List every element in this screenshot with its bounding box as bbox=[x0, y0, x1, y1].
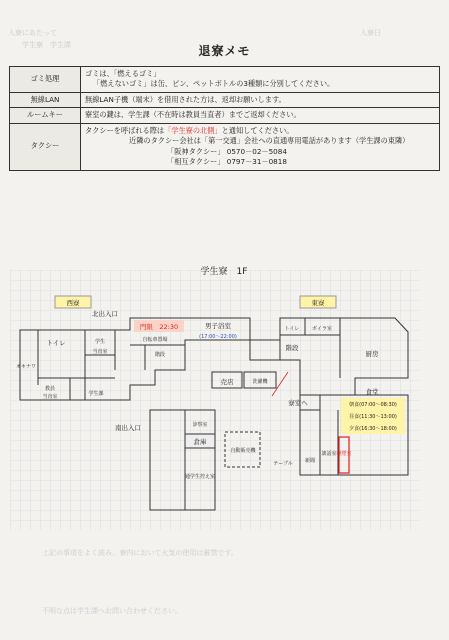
mens-bath: 男子浴室 bbox=[205, 322, 231, 330]
garbage-line-2: 「燃えないゴミ」は缶、ビン、ペットボトルの3種類に分別してください。 bbox=[93, 79, 335, 89]
smoking-room: 喫煙室 bbox=[336, 451, 352, 457]
bath-hours: (17:00〜22:00) bbox=[199, 334, 237, 340]
bleed-text: 不明な点は学生課へお問い合わせください。 bbox=[42, 607, 182, 615]
vending-machine: 自動販売機 bbox=[230, 448, 256, 454]
table: テーブル bbox=[273, 461, 293, 467]
boiler-room: ボイラ室 bbox=[311, 326, 333, 332]
bleed-text: 入寮にあたって bbox=[8, 29, 57, 37]
taxi-phone-sogo: 「相互タクシー」 0797－31－0818 bbox=[167, 157, 287, 167]
gate-time: 門限 22:30 bbox=[139, 323, 179, 331]
dinner-time: 夕食(16:30〜18:00) bbox=[349, 426, 397, 432]
teacher-duty-2: 当直室 bbox=[42, 394, 58, 400]
toilet-west: トイレ bbox=[46, 339, 66, 347]
stairs-west: 階段 bbox=[154, 352, 166, 358]
student-duty-1: 学生 bbox=[94, 339, 106, 345]
teacher-duty-1: 教員 bbox=[44, 386, 56, 392]
stairs-east: 階段 bbox=[285, 344, 299, 352]
student-duty-2: 当直室 bbox=[92, 349, 108, 355]
row-category: ゴミ処理 bbox=[10, 67, 81, 93]
lunch-time: 昼食(11:30〜13:00) bbox=[349, 414, 397, 420]
bleed-text: 入寮日 bbox=[360, 29, 381, 37]
breakfast-time: 朝食(07:00〜08:30) bbox=[349, 402, 397, 408]
vertical-small: オキナワ bbox=[15, 364, 37, 370]
toilet-east: トイレ bbox=[284, 326, 300, 332]
laundry: 洗濯機 bbox=[252, 379, 268, 385]
taxi-text: と通知してください。 bbox=[221, 125, 294, 135]
taxi-text: タクシーを呼ばれる際は bbox=[85, 125, 165, 135]
bleed-text: 上記の事項をよく読み、寮内において火気の使用は厳禁です。 bbox=[42, 549, 238, 557]
store: 売店 bbox=[220, 378, 234, 386]
lounge: 談話室 bbox=[321, 451, 337, 457]
garbage-line-1: ゴミは、「燃えるゴミ」 bbox=[85, 69, 161, 78]
student-affairs-office: 学生課 bbox=[88, 391, 104, 397]
taxi-line-2: 近隣のタクシー会社は「第一交通」会社への直通専用電話があります（学生課の東隣） bbox=[129, 136, 410, 146]
memo-title: 退寮メモ bbox=[198, 44, 251, 58]
taxi-phone-hanshin: 「阪神タクシー」 0570－02－5084 bbox=[167, 146, 287, 156]
north-entrance-label: 北出入口 bbox=[92, 310, 118, 318]
clinic: 診察室 bbox=[192, 422, 208, 428]
kitchen: 厨房 bbox=[365, 350, 379, 358]
row-category: ルームキー bbox=[10, 108, 81, 123]
east-dorm-label: 東寮 bbox=[311, 299, 325, 307]
taxi-pickup-location: 「学生寮の北側」 bbox=[164, 125, 222, 135]
row-category: タクシー bbox=[10, 123, 81, 170]
floor-title: 学生寮 1F bbox=[200, 267, 248, 277]
row-category: 無線LAN bbox=[10, 92, 81, 107]
commuter-waiting-room: 通学生控え室 bbox=[184, 474, 216, 480]
row-content: 無線LAN子機（端末）を借用された方は、返却お願いします。 bbox=[81, 92, 440, 107]
south-entrance-label: 南出入口 bbox=[115, 424, 141, 432]
bleed-text: 学生寮 学生課 bbox=[22, 41, 71, 49]
west-dorm-label: 西寮 bbox=[66, 299, 80, 307]
to-dorm-rooms: 寮室へ bbox=[288, 399, 308, 407]
newspaper: 新聞 bbox=[304, 458, 316, 464]
warehouse: 倉庫 bbox=[193, 438, 207, 446]
dining-hall: 食堂 bbox=[365, 388, 379, 396]
bike-storage: 自転車置場 bbox=[142, 337, 168, 343]
row-content: 寮室の鍵は、学生課（不在時は教員当直者）までご返却ください。 bbox=[81, 108, 440, 123]
